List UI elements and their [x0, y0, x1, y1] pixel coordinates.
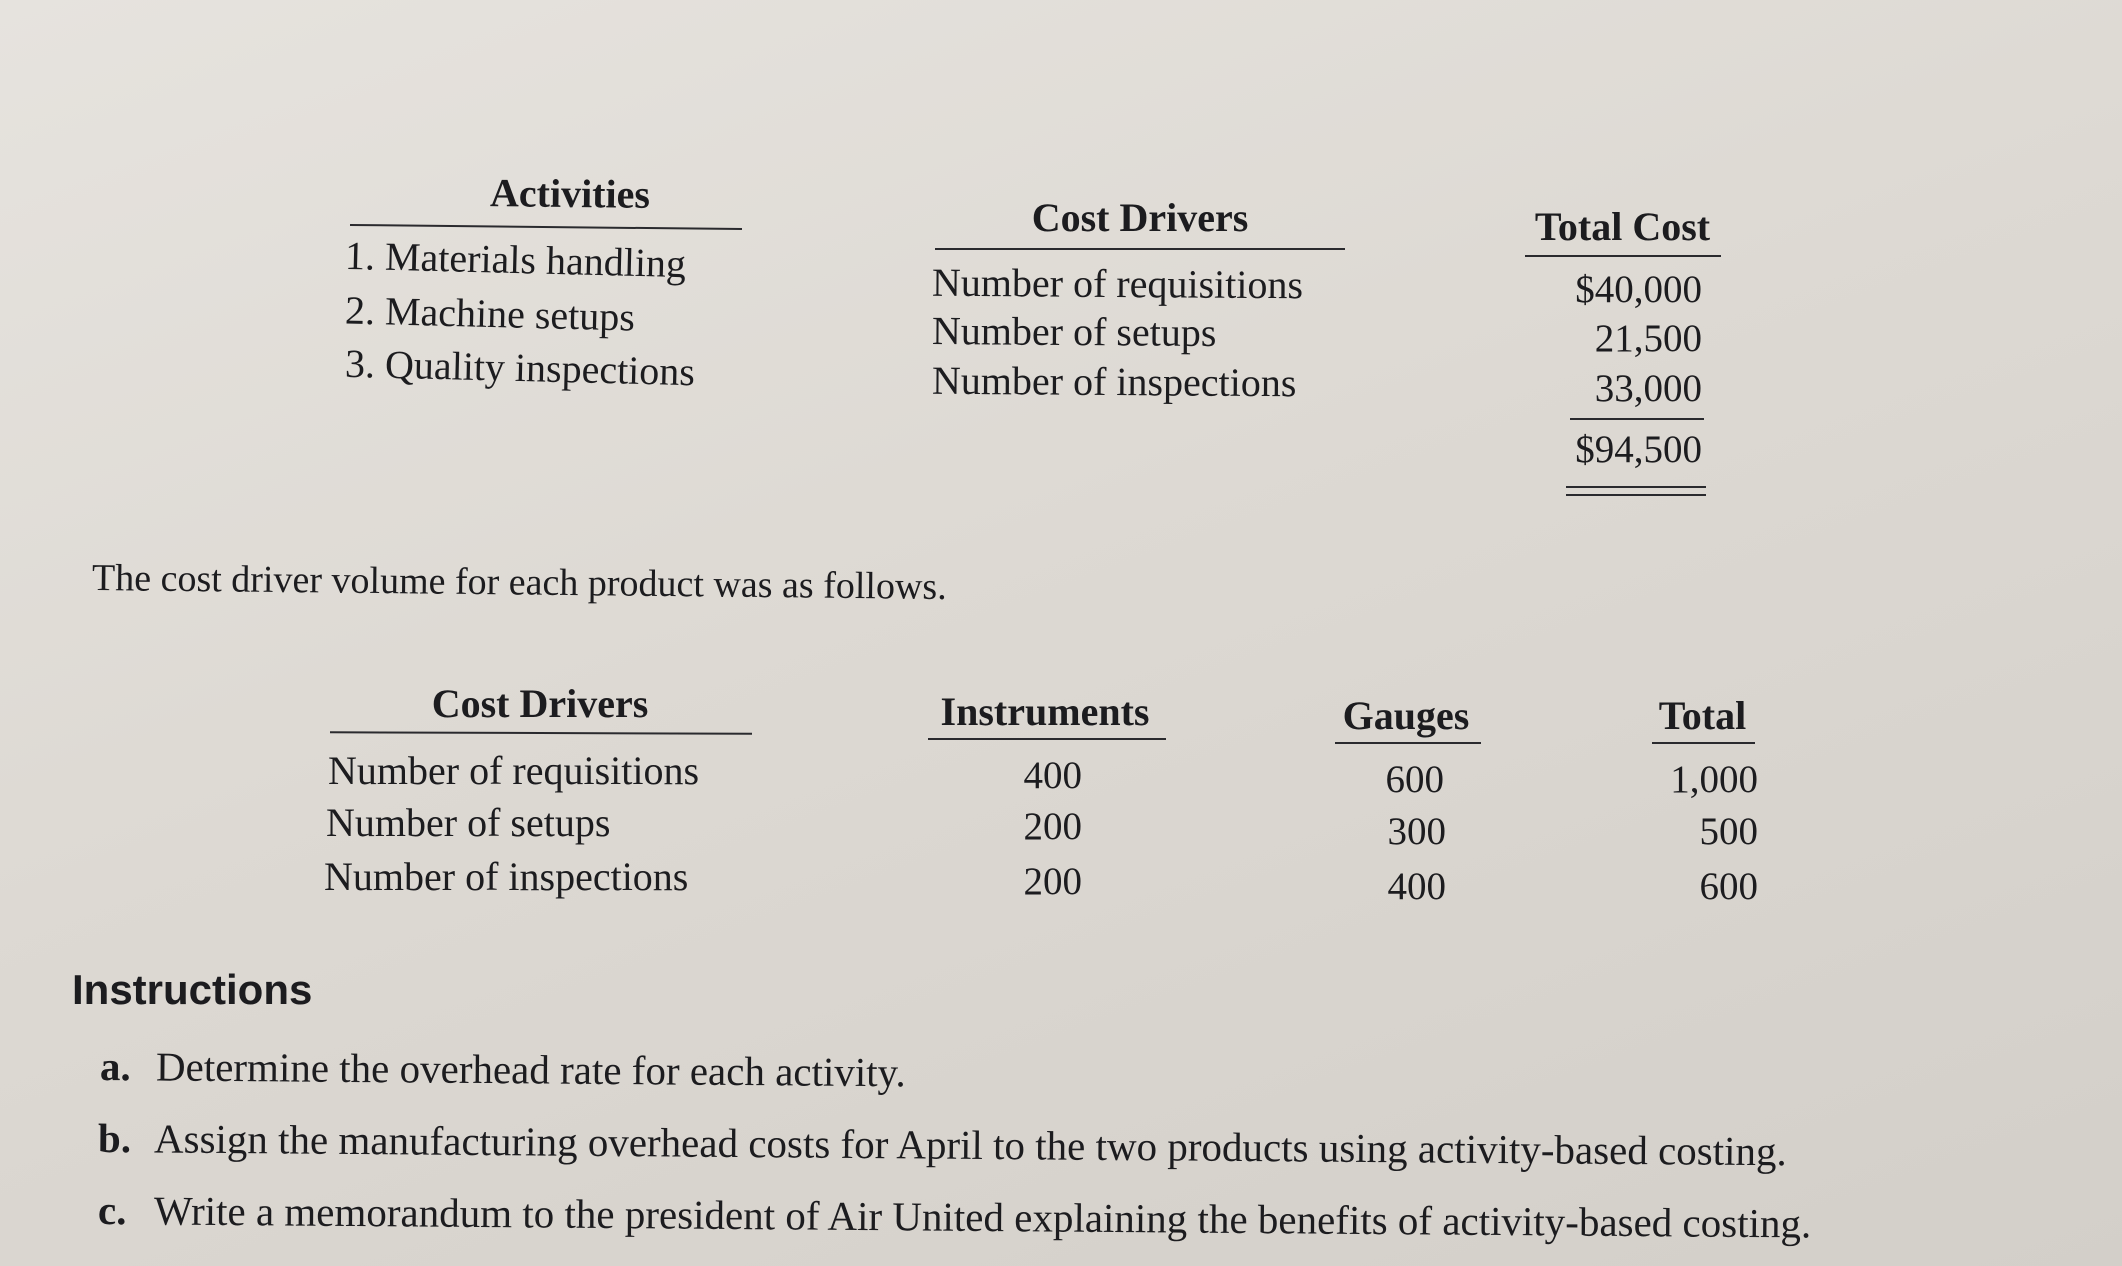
header-rule-activities	[350, 224, 742, 230]
instruction-letter-c: c.	[97, 1187, 127, 1234]
header-cost-drivers: Cost Drivers	[1031, 195, 1249, 240]
activity-row-3: 3. Quality inspections	[344, 340, 696, 395]
activity-row-2: 2. Machine setups	[344, 287, 636, 340]
vol-header-cost-drivers: Cost Drivers	[431, 681, 649, 726]
vol-header-gauges: Gauges	[1342, 693, 1470, 738]
instruction-letter-b: b.	[97, 1115, 132, 1162]
vol-gauges-row-1: 600	[1385, 758, 1444, 801]
vol-driver-row-2: Number of setups	[326, 800, 611, 845]
cost-row-1: $40,000	[1575, 268, 1702, 311]
vol-instruments-row-1: 400	[1023, 754, 1082, 797]
instruction-text-a: Determine the overhead rate for each activity.	[155, 1043, 906, 1096]
vol-header-instruments: Instruments	[940, 689, 1150, 734]
instruction-item-a	[100, 1042, 906, 1096]
vol-gauges-row-2: 300	[1387, 810, 1446, 853]
total-double-rule-bottom	[1566, 494, 1706, 496]
activity-row-1: 1. Materials handling	[344, 232, 687, 287]
intro-paragraph: The cost driver volume for each product was as follows.	[91, 557, 947, 608]
instructions-title: Instructions	[72, 966, 313, 1013]
vol-total-row-2: 500	[1699, 810, 1758, 853]
vol-header-rule-instruments	[928, 738, 1166, 740]
header-total-cost: Total Cost	[1534, 204, 1711, 249]
vol-header-rule-total	[1652, 742, 1755, 744]
vol-header-rule-cost-drivers	[330, 731, 752, 734]
vol-total-row-3: 600	[1699, 865, 1758, 908]
vol-gauges-row-3: 400	[1387, 865, 1446, 908]
cost-row-3: 33,000	[1594, 367, 1702, 410]
subtotal-rule	[1570, 418, 1704, 420]
driver-row-2: Number of setups	[931, 308, 1217, 355]
cost-total: $94,500	[1575, 428, 1702, 471]
vol-header-total: Total	[1658, 693, 1747, 738]
instruction-text-b: Assign the manufacturing overhead costs for April to the two products using activity-based costing.	[153, 1115, 1787, 1175]
vol-driver-row-1: Number of requisitions	[328, 748, 700, 793]
header-rule-total-cost	[1525, 255, 1721, 257]
vol-total-row-1: 1,000	[1670, 758, 1758, 801]
header-activities: Activities	[489, 170, 651, 217]
cost-row-2: 21,500	[1594, 317, 1702, 360]
instruction-item-c	[98, 1186, 1812, 1247]
total-double-rule-top	[1566, 486, 1706, 488]
vol-instruments-row-2: 200	[1023, 805, 1082, 848]
vol-driver-row-3: Number of inspections	[324, 854, 689, 899]
instruction-item-b	[98, 1114, 1787, 1175]
driver-row-3: Number of inspections	[931, 357, 1297, 406]
vol-header-rule-gauges	[1335, 742, 1481, 744]
instruction-text-c: Write a memorandum to the president of Air United explaining the benefits of activity-based costing.	[153, 1187, 1812, 1247]
header-rule-cost-drivers	[935, 248, 1345, 250]
vol-instruments-row-3: 200	[1023, 860, 1082, 903]
driver-row-1: Number of requisitions	[931, 259, 1304, 308]
instruction-letter-a: a.	[99, 1043, 131, 1090]
